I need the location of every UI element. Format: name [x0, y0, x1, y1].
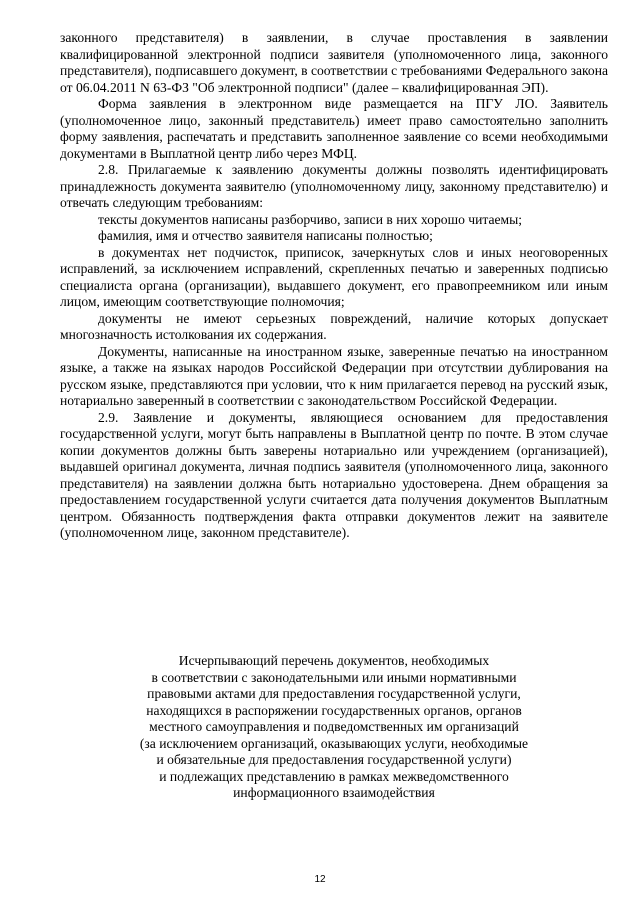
heading-line: информационного взаимодействия: [233, 785, 435, 800]
section-heading: [60, 653, 608, 802]
paragraph-signature-continuation: законного представителя) в заявлении, в случае проставления в заявлении квалифицированной электронной подписи заявителя (уполномоченного лица, законного представителя), подписавшего документ, в соответствии с требованиями Федерального закона от 06.04.2011 N 63-ФЗ "Об электронной подписи" (далее – квалифицированная ЭП).: [60, 30, 609, 95]
requirement-full-name: фамилия, имя и отчество заявителя написаны полностью;: [98, 228, 433, 243]
paragraph-electronic-form: Форма заявления в электронном виде размещается на ПГУ ЛО. Заявитель (уполномоченное лицо, законный представитель) имеет право самостоятельно заполнить форму заявления, распечатать и представить заполненное заявление со всеми необходимыми документами в Выплатной центр либо через МФЦ.: [60, 96, 608, 161]
heading-line: местного самоуправления и подведомственных им организаций: [149, 719, 519, 734]
document-body: [60, 30, 608, 542]
heading-line: в соответствии с законодательными или иными нормативными: [151, 669, 517, 685]
heading-line: и подлежащих представлению в рамках межведомственного: [159, 768, 509, 784]
paragraph-2-8: 2.8. Прилагаемые к заявлению документы должны позволять идентифицировать принадлежность документа заявителю (уполномоченному лицу, законному представителю) и отвечать следующим требованиям:: [60, 162, 608, 210]
heading-line: и обязательные для предоставления государственной услуги): [156, 752, 512, 767]
heading-line: (за исключением организаций, оказывающих услуги, необходимые: [139, 735, 529, 751]
paragraph-foreign-language: Документы, написанные на иностранном языке, заверенные печатью на иностранном языке, а также на языках народов Российской Федерации при отсутствии дублирования на русском языке, представляются при условии, что к ним прилагается перевод на русский язык, нотариально заверенный в соответствии с законодательством Российской Федерации.: [60, 343, 608, 408]
heading-line: Исчерпывающий перечень документов, необходимых: [178, 653, 490, 668]
paragraph-2-9: 2.9. Заявление и документы, являющиеся основанием для предоставления государственной услуги, могут быть направлены в Выплатной центр по почте. В этом случае копии документов должны быть заверены нотариально или учреждением (организацией), выдавшей оригинал документа, личная подпись заявителя (уполномоченного лица, законного представителя) на заявлении должна быть нотариально удостоверена. Днем обращения за предоставлением государственной услуги считается дата получения документов Выплатным центром. Обязанность подтверждения факта отправки документов лежит на заявителе (уполномоченном лице, законном представителе).: [60, 409, 608, 540]
page-number: 12: [314, 874, 326, 885]
requirement-no-corrections: в документах нет подчисток, приписок, зачеркнутых слов и иных неоговоренных исправлений, за исключением исправлений, скрепленных печатью и заверенных подписью специалиста органа (организации), выдавшего документ, его правопреемником или иным лицом, имеющим соответствующие полномочия;: [60, 244, 608, 309]
heading-line: находящихся в распоряжении государственных органов, органов: [146, 702, 522, 718]
requirement-no-damage: документы не имеют серьезных повреждений, наличие которых допускает многозначность истолкования их содержания.: [60, 310, 608, 342]
requirement-legible: тексты документов написаны разборчиво, записи в них хорошо читаемы;: [98, 211, 523, 227]
heading-line: правовыми актами для предоставления государственной услуги,: [147, 686, 521, 701]
